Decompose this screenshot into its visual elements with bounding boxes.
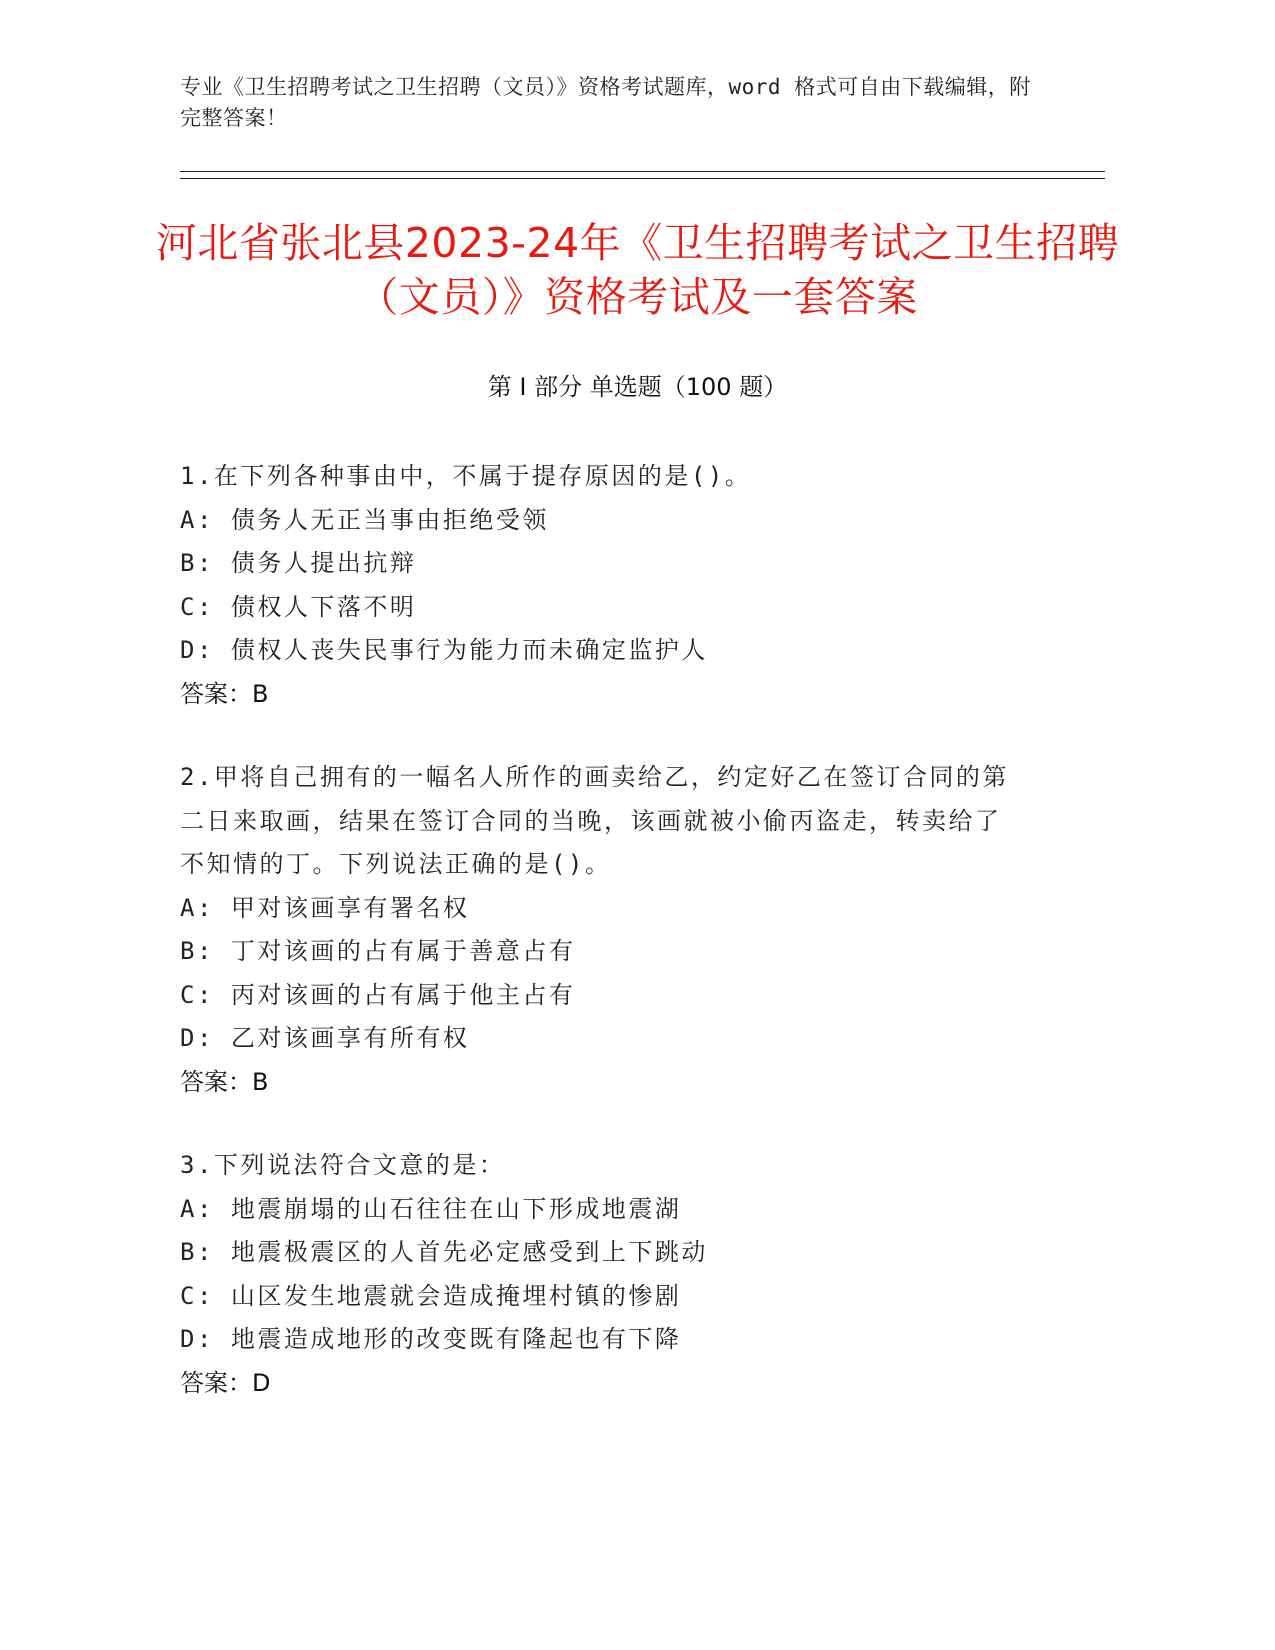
question-2 [180, 756, 1020, 1104]
option-c: C: 山区发生地震就会造成掩埋村镇的惨剧 [180, 1281, 682, 1310]
option-d: D: 债权人丧失民事行为能力而未确定监护人 [180, 636, 708, 664]
option-b: B: 债务人提出抗辩 [180, 549, 417, 577]
option-d: D: 地震造成地形的改变既有隆起也有下降 [180, 1325, 682, 1353]
option-a: A: 甲对该画享有署名权 [180, 893, 470, 922]
option-b: B: 地震极震区的人首先必定感受到上下跳动 [180, 1238, 708, 1266]
option-b: B: 丁对该画的占有属于善意占有 [180, 937, 576, 965]
answer-label: 答案：B [180, 1067, 269, 1096]
option-c: C: 丙对该画的占有属于他主占有 [180, 980, 576, 1009]
question-stem: 2.甲将自己拥有的一幅名人所作的画卖给乙，约定好乙在签订合同的第二日来取画，结果在签订合同的当晚，该画就被小偷丙盗走，转卖给了不知情的丁。下列说法正确的是()。 [180, 763, 1009, 878]
option-d: D: 乙对该画享有所有权 [180, 1024, 470, 1052]
option-c: C: 债权人下落不明 [180, 592, 417, 621]
document-title: 河北省张北县2023-24年《卫生招聘考试之卫生招聘（文员）》资格考试及一套答案 [155, 219, 1120, 321]
header-divider-top [180, 171, 1105, 172]
option-a: A: 债务人无正当事由拒绝受领 [180, 505, 549, 534]
question-stem: 1.在下列各种事由中，不属于提存原因的是()。 [180, 462, 752, 490]
answer-label: 答案：D [180, 1368, 271, 1397]
section-title: 第 I 部分 单选题（100 题） [487, 373, 788, 401]
answer-label: 答案：B [180, 679, 269, 708]
option-a: A: 地震崩塌的山石往往在山下形成地震湖 [180, 1194, 682, 1223]
header-divider-bottom [180, 178, 1105, 179]
question-stem: 3.下列说法符合文意的是： [180, 1151, 506, 1179]
question-list [180, 455, 1020, 1445]
question-1 [180, 455, 1020, 716]
header-note: 专业《卫生招聘考试之卫生招聘（文员）》资格考试题库，word 格式可自由下载编辑，附完整答案！ [180, 75, 1031, 130]
question-3 [180, 1144, 1020, 1405]
